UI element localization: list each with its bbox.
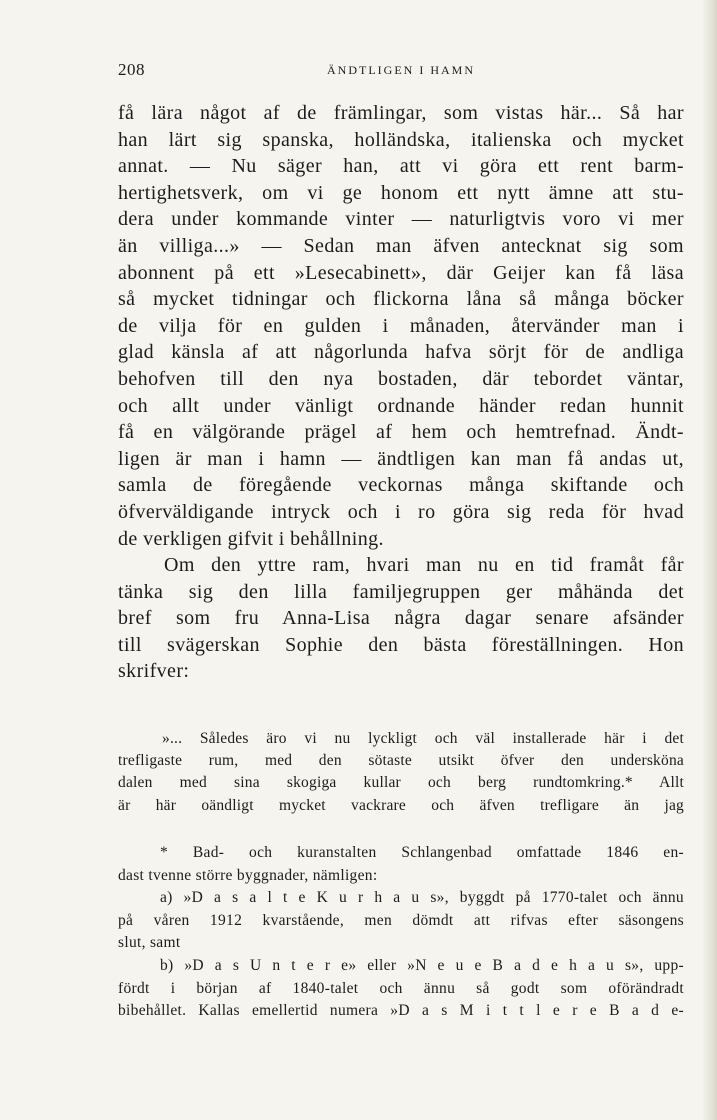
letter-line: trefligaste rum, med den sötaste utsikt öfver den underskönа <box>118 752 684 770</box>
footnote-line: dast tvenne större byggnader, nämligen: <box>118 866 378 884</box>
footnote-line: bibehållet. Kallas emellertid numera »D a s M i t t l e r e B a d e- <box>118 1002 684 1020</box>
footnote <box>118 842 684 1023</box>
page-header <box>118 60 684 82</box>
letter-line: »... Således äro vi nu lyckligt och väl installerade här i det <box>162 730 684 747</box>
body-line: och allt under vänligt ordnande händer redan hunnit <box>118 394 684 417</box>
body-line: abonnent på ett »Lesecabinett», där Geijer kan få läsa <box>118 261 684 284</box>
body-line: glad känsla af att någorlunda hafva sörjt för de andliga <box>118 341 684 364</box>
body-line: samla de föregående veckornas många skiftande och <box>118 474 684 497</box>
body-line: så mycket tidningar och flickorna låna så många böcker <box>118 288 684 311</box>
body-line: Om den yttre ram, hvari man nu en tid framåt får <box>164 554 684 577</box>
page-number: 208 <box>118 60 145 79</box>
body-text <box>118 100 684 685</box>
body-line: annat. — Nu säger han, att vi göra ett rent barm- <box>118 155 684 178</box>
letter-line: dalen med sina skogiga kullar och berg rundtomkring.* Allt <box>118 774 684 792</box>
body-line: hertighetsverk, om vi ge honom ett nytt ämne att stu- <box>118 181 684 204</box>
letter-quote <box>118 728 684 817</box>
letter-line: är här oändligt mycket vackrare och äfven trefligare än jag <box>118 796 684 814</box>
body-line: han lärt sig spanska, holländska, italienska och mycket <box>118 128 684 151</box>
body-line: bref som fru Anna-Lisa några dagar senare afsänder <box>118 607 684 630</box>
body-line: till svägerskan Sophie den bästa föreställningen. Hon <box>118 633 684 656</box>
body-line: än villiga...» — Sedan man äfven antecknat sig som <box>118 234 684 257</box>
footnote-line: slut, samt <box>118 934 181 952</box>
body-line: ligen är man i hamn — ändtligen kan man få andas ut, <box>118 447 684 470</box>
body-line: dera under kommande vinter — naturligtvis voro vi mer <box>118 208 684 231</box>
body-line: de vilja för en gulden i månaden, återvänder man i <box>118 314 684 337</box>
body-line: de verkligen gifvit i behållning. <box>118 527 384 550</box>
body-line: behofven till den nya bostaden, där tebordet väntar, <box>118 367 684 390</box>
footnote-line: på våren 1912 kvarstående, men dömdt att rifvas efter säsongens <box>118 911 684 929</box>
body-line: få lära något af de främlingar, som vistas här... Så har <box>118 102 684 124</box>
body-line: öfverväldigande intryck och i ro göra sig reda för hvad <box>118 500 684 523</box>
footnote-line: b) »D a s U n t e r e» eller »N e u e B a d e h a u s», upp- <box>160 956 684 974</box>
footnote-line: a) »D a s a l t e K u r h a u s», byggdt på 1770-talet och ännu <box>160 889 684 907</box>
page-edge <box>703 0 717 1120</box>
body-line: få en välgörande prägel af hem och hemtrefnad. Ändt- <box>118 421 684 444</box>
footnote-line: * Bad- och kuranstalten Schlangenbad omfattade 1846 en- <box>160 844 684 861</box>
body-line: skrifver: <box>118 660 190 683</box>
body-line: tänka sig den lilla familjegruppen ger måhända det <box>118 580 684 603</box>
footnote-line: fördt i början af 1840-talet och ännu så godt som oförändradt <box>118 979 684 997</box>
running-head: ÄNDTLIGEN I HAMN <box>327 63 475 77</box>
